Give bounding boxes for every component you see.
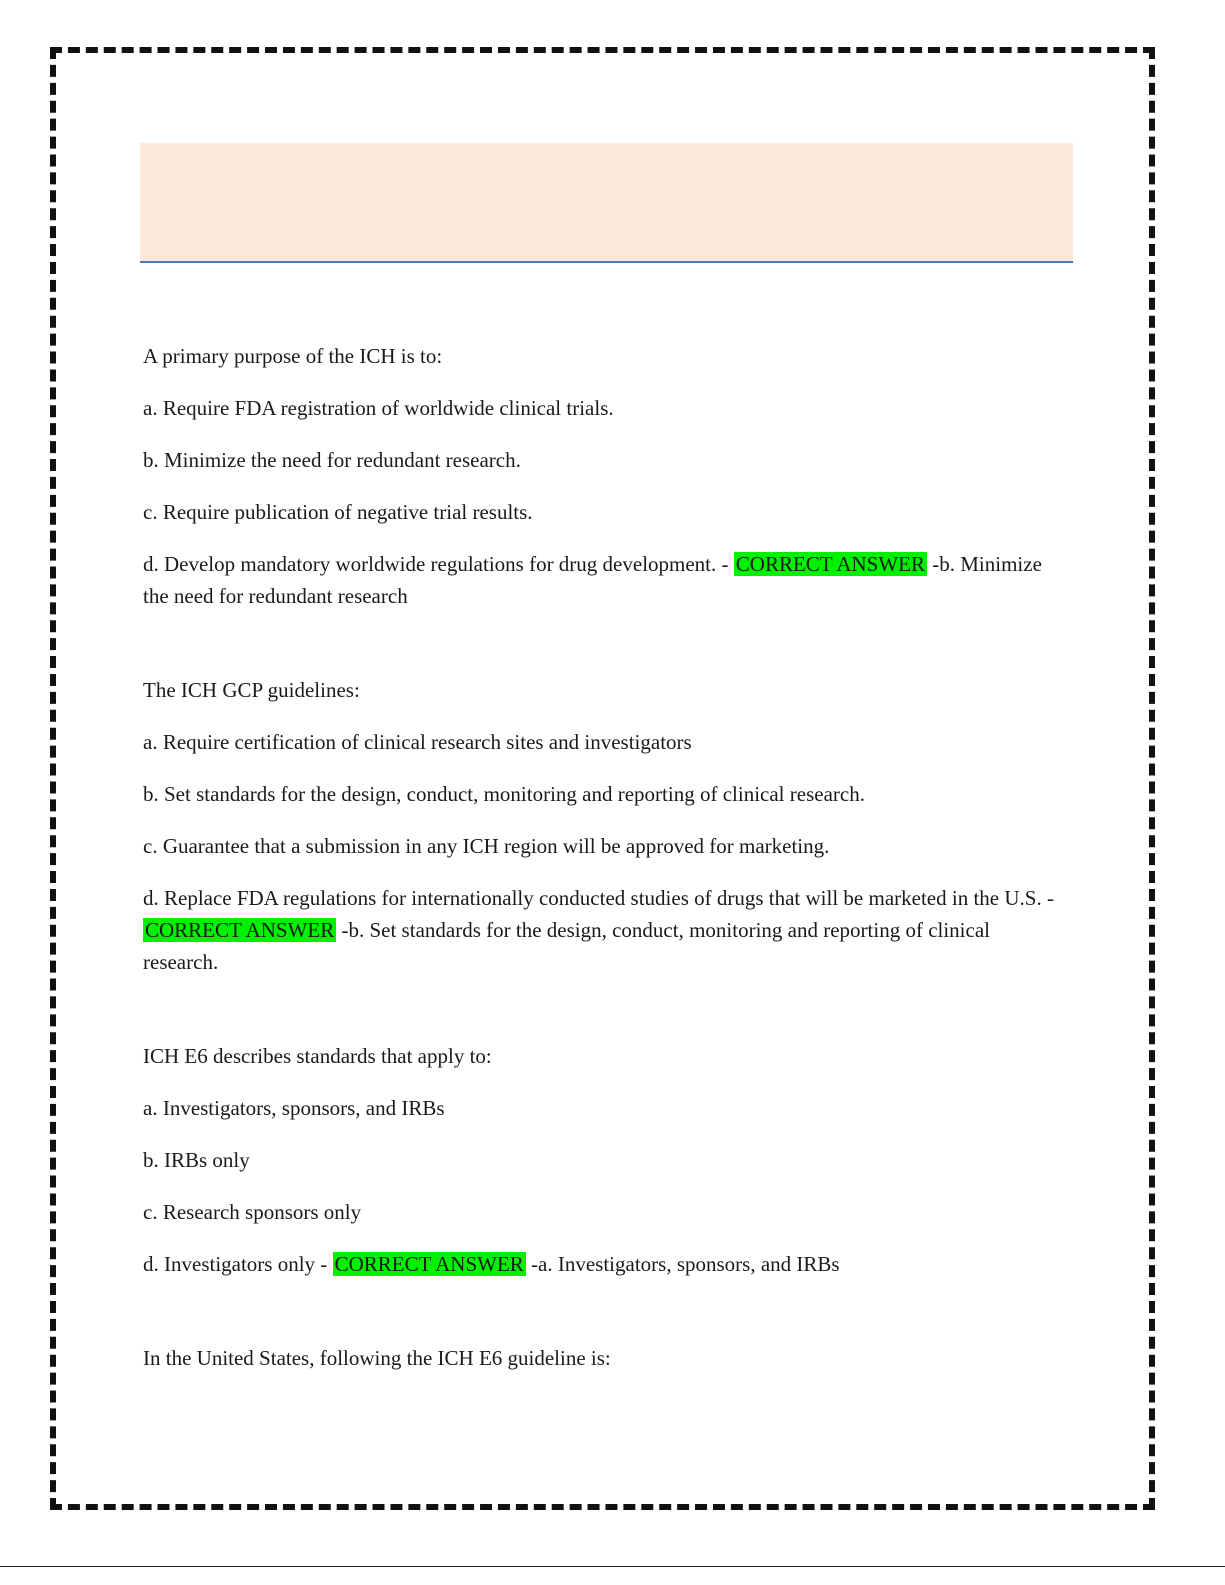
correct-answer-highlight: CORRECT ANSWER (735, 552, 925, 576)
option-b: b. IRBs only (143, 1148, 250, 1172)
question-stem: A primary purpose of the ICH is to: (143, 344, 443, 368)
answer-text: -b. Set standards for the design, conduct, monitoring and reporting of clinical research. (143, 918, 990, 974)
answer-text: -b. Minimize the need for redundant research (143, 552, 1042, 608)
option-b: b. Minimize the need for redundant research. (143, 448, 521, 472)
correct-answer-highlight: CORRECT ANSWER (145, 918, 335, 942)
question-stem: ICH E6 describes standards that apply to: (143, 1044, 492, 1068)
option-d-with-answer (143, 1248, 1063, 1280)
question-stem: In the United States, following the ICH E6 guideline is: (143, 1346, 611, 1370)
option-a: a. Require certification of clinical research sites and investigators (143, 730, 692, 754)
document-content (143, 340, 1063, 1436)
question-stem: The ICH GCP guidelines: (143, 678, 360, 702)
option-c: c. Research sponsors only (143, 1200, 362, 1224)
option-d-with-answer (143, 548, 1063, 612)
page-bottom-rule (0, 1566, 1225, 1567)
option-a: a. Investigators, sponsors, and IRBs (143, 1096, 445, 1120)
correct-answer-highlight: CORRECT ANSWER (334, 1252, 524, 1276)
option-d-with-answer (143, 882, 1063, 978)
option-c: c. Require publication of negative trial results. (143, 500, 533, 524)
question-2 (143, 674, 1063, 978)
answer-text: -a. Investigators, sponsors, and IRBs (525, 1252, 840, 1276)
option-c: c. Guarantee that a submission in any ICH region will be approved for marketing. (143, 834, 830, 858)
option-d: d. Replace FDA regulations for internationally conducted studies of drugs that will be marketed in the U.S. - (143, 886, 1054, 910)
option-a: a. Require FDA registration of worldwide clinical trials. (143, 396, 614, 420)
question-1 (143, 340, 1063, 612)
question-4 (143, 1342, 1063, 1374)
header-band (140, 143, 1073, 263)
option-d: d. Develop mandatory worldwide regulations for drug development. - (143, 552, 734, 576)
question-3 (143, 1040, 1063, 1280)
option-b: b. Set standards for the design, conduct, monitoring and reporting of clinical research. (143, 782, 865, 806)
option-d: d. Investigators only - (143, 1252, 333, 1276)
